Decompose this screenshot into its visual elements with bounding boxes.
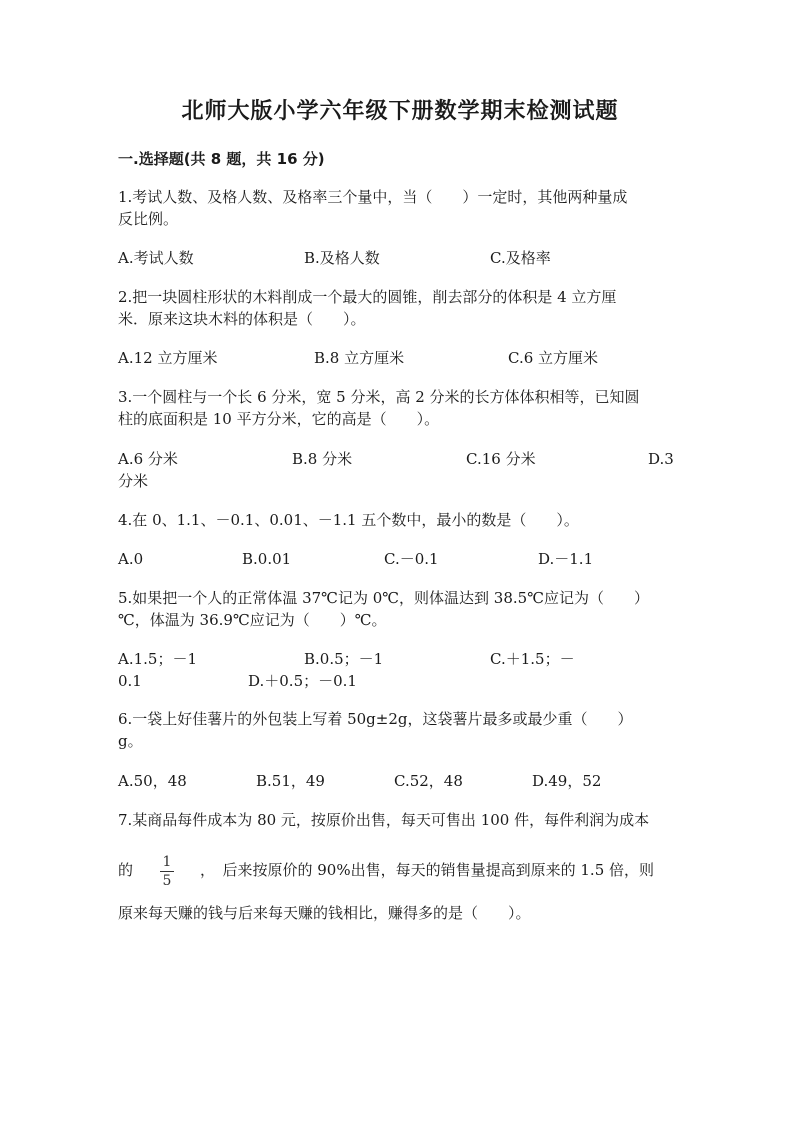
option-d[interactable]: D.＋0.5；－0.1 <box>248 672 357 690</box>
question-5-line-2: ℃，体温为 36.9℃应记为（ ）℃。 <box>118 611 387 629</box>
question-7-line-2-suffix: ， 后来按原价的 90%出售，每天的销售量提高到原来的 1.5 倍，则 <box>200 861 655 879</box>
question-2-options <box>118 347 678 369</box>
question-7-line-2-prefix: 的 <box>118 861 134 879</box>
question-6 <box>118 708 678 752</box>
option-d[interactable]: D.－1.1 <box>538 550 594 568</box>
question-1-line-1: 1.考试人数、及格人数、及格率三个量中，当（ ）一定时，其他两种量成 <box>118 188 628 206</box>
option-c[interactable]: C.－0.1 <box>384 550 439 568</box>
option-a[interactable]: A.6 分米 <box>118 450 178 468</box>
question-7-line-3: 原来每天赚的钱与后来每天赚的钱相比，赚得多的是（ ）。 <box>118 904 531 922</box>
page-title: 北师大版小学六年级下册数学期末检测试题 <box>181 99 619 124</box>
option-b[interactable]: B.51，49 <box>256 772 325 790</box>
question-7-line-1: 7.某商品每件成本为 80 元，按原价出售，每天可售出 100 件，每件利润为成本 <box>118 811 650 829</box>
question-3-line-1: 3.一个圆柱与一个长 6 分米，宽 5 分米，高 2 分米的长方体体积相等，已知圆 <box>118 388 640 406</box>
question-2-line-2: 米．原来这块木料的体积是（ ）。 <box>118 310 366 328</box>
option-b[interactable]: B.8 分米 <box>292 450 353 468</box>
option-c[interactable]: C.及格率 <box>490 249 551 267</box>
question-3 <box>118 386 678 430</box>
question-6-options <box>118 770 678 792</box>
fraction-numerator: 1 <box>162 854 172 870</box>
option-b[interactable]: B.0.01 <box>242 550 292 568</box>
option-a[interactable]: A.1.5；－1 <box>118 650 197 668</box>
fraction-bar <box>160 871 174 872</box>
question-5-options <box>118 648 678 670</box>
question-5 <box>118 587 678 631</box>
question-6-line-2: g。 <box>118 732 143 750</box>
question-3-options <box>118 448 678 470</box>
option-a[interactable]: A.0 <box>118 550 144 568</box>
question-7 <box>118 809 678 831</box>
option-a[interactable]: A.50，48 <box>118 772 187 790</box>
fraction-one-fifth <box>160 854 174 889</box>
question-4-options <box>118 548 678 570</box>
option-c[interactable]: C.6 立方厘米 <box>508 349 599 367</box>
option-d[interactable]: D.49，52 <box>532 772 602 790</box>
option-b[interactable]: B.及格人数 <box>304 249 380 267</box>
option-c[interactable]: C.16 分米 <box>466 450 536 468</box>
option-c-continued: 0.1 <box>118 672 142 690</box>
question-6-line-1: 6.一袋上好佳薯片的外包装上写着 50g±2g，这袋薯片最多或最少重（ ） <box>118 710 633 728</box>
option-a[interactable]: A.12 立方厘米 <box>118 349 218 367</box>
option-b[interactable]: B.8 立方厘米 <box>314 349 405 367</box>
question-2-line-1: 2.把一块圆柱形状的木料削成一个最大的圆锥，削去部分的体积是 4 立方厘 <box>118 288 617 306</box>
option-c[interactable]: C.＋1.5；－ <box>490 650 575 668</box>
option-a[interactable]: A.考试人数 <box>118 249 194 267</box>
question-1-options <box>118 247 678 269</box>
section-heading: 一.选择题(共 8 题，共 16 分) <box>118 150 325 168</box>
option-b[interactable]: B.0.5；－1 <box>304 650 384 668</box>
option-d-continued: 分米 <box>118 472 149 490</box>
option-c[interactable]: C.52，48 <box>394 772 463 790</box>
question-1 <box>118 186 678 230</box>
question-1-line-2: 反比例。 <box>118 210 179 228</box>
question-4-line-1: 4.在 0、1.1、－0.1、0.01、－1.1 五个数中，最小的数是（ ）。 <box>118 511 579 529</box>
option-d[interactable]: D.3 <box>648 450 674 468</box>
question-5-options-continued <box>118 670 678 692</box>
question-4 <box>118 509 678 531</box>
question-3-line-2: 柱的底面积是 10 平方分米，它的高是（ ）。 <box>118 410 440 428</box>
question-5-line-1: 5.如果把一个人的正常体温 37℃记为 0℃，则体温达到 38.5℃应记为（ ） <box>118 589 649 607</box>
fraction-denominator: 5 <box>162 873 172 889</box>
question-2 <box>118 286 678 330</box>
